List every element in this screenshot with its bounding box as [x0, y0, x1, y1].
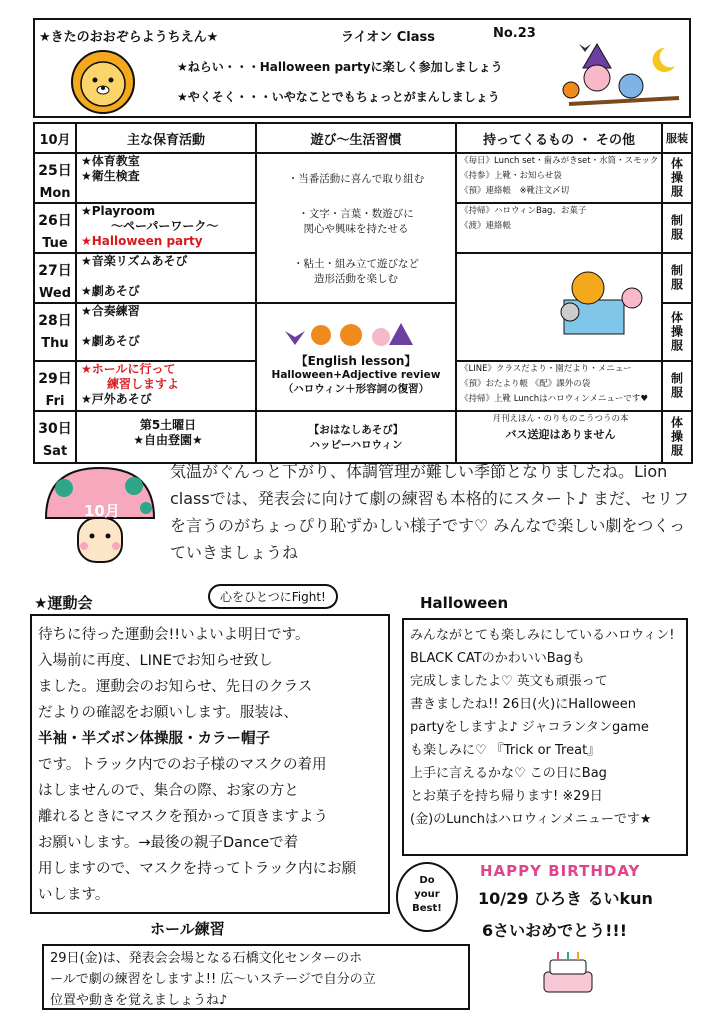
day-cell: 28日 Thu [34, 303, 76, 361]
sports-line: です。トラック内でのお子様のマスクの着用 [38, 757, 327, 773]
activity-cell: 第5土曜日 ★自由登園★ [76, 411, 256, 463]
bring-cell: 《LINE》クラスだより・園だより・メニュー 《預》おたより帳 《配》課外の袋 《持帰》上靴 Lunchはハロウィンメニューです♥ [456, 361, 662, 411]
halloween-line: も楽しみに♡ 『Trick or Treat』 [410, 743, 601, 758]
day-cell: 27日 Wed [34, 253, 76, 303]
header-box [33, 18, 691, 118]
table-row [34, 153, 692, 203]
sports-line: お願いします。→最後の親子Danceで着 [38, 835, 299, 851]
bring-cell-illustration [456, 253, 662, 361]
day-cell: 26日 Tue [34, 203, 76, 253]
habits-cell-story: 【おはなしあそび】 ハッピーハロウィン [256, 411, 456, 463]
lion-illustration [61, 48, 145, 114]
halloween-line: 書きましたね!! 26日(火)にHalloween [410, 697, 637, 712]
witch-illustration [549, 38, 689, 116]
month-badge-label: 10月 [84, 502, 120, 520]
halloween-line: 完成しましたよ♡ 英文も頑張って [410, 674, 608, 689]
month-header: 10月 [34, 123, 76, 153]
class-name: ライオン Class [341, 30, 435, 45]
bring-cell: 月刊えほん・のりものこうつうの本 バス送迎はありません [456, 411, 662, 463]
day-cell: 29日 Fri [34, 361, 76, 411]
activity-cell: ★音楽リズムあそび ★劇あそび [76, 253, 256, 303]
birthday-name: 10/29 ひろき るいkun [478, 889, 653, 908]
sports-line: だよりの確認をお願いします。服装は、 [38, 705, 298, 721]
intro-text: 気温がぐんっと下がり、体調管理が難しい季節となりましたね。Lion classでは、発表会に向けて劇の練習も本格的にスタート♪ まだ、セリフを言うのがちょっぴり恥ずかしい様子です♡ みんなで楽しい劇をつくっていきましょうね [170, 462, 690, 562]
halloween-line: (金)のLunchはハロウィンメニューです★ [410, 812, 652, 827]
hall-title: ホール練習 [150, 920, 225, 938]
schedule-header-row [34, 123, 692, 153]
sports-line: 待ちに待った運動会!!いよいよ明日です。 [38, 627, 310, 643]
hall-box [42, 944, 470, 1010]
sports-line: はしませんので、集合の際、お家の方と [38, 783, 299, 799]
aim-text: ★ねらい・・・Halloween partyに楽しく参加しましょう [177, 60, 503, 74]
activity-cell: ★合奏練習 ★劇あそび [76, 303, 256, 361]
sports-title: ★運動会 [34, 594, 93, 612]
habits-cell-top: ・当番活動に喜んで取り組む ・文字・言葉・数遊びに 関心や興味を持たせる ・粘土・組み立て遊びなど 造形活動を楽しむ [256, 153, 456, 303]
sports-line: ました。運動会のお知らせ、先日のクラス [38, 679, 313, 695]
schedule-table [33, 122, 693, 464]
habits-header: 遊び～生活習慣 [256, 123, 456, 153]
halloween-box [402, 618, 688, 856]
sports-line: いします。 [38, 887, 110, 903]
wear-cell: 体操服 [662, 411, 692, 463]
bring-header: 持ってくるもの ・ その他 [456, 123, 662, 153]
sports-line: 用しますので、マスクを持ってトラック内にお願 [38, 861, 357, 877]
wear-cell: 制服 [662, 361, 692, 411]
halloween-line: partyをしますよ♪ ジャコランタンgame [410, 720, 649, 735]
do-your-best-bubble: Do your Best! [396, 862, 458, 932]
school-name: ★きたのおおぞらようちえん★ [39, 30, 219, 45]
bring-cell: 《持帰》ハロウィンBag、お菓子 《渡》連絡帳 [456, 203, 662, 253]
wear-cell: 体操服 [662, 303, 692, 361]
activity-cell: ★体育教室 ★衛生検査 [76, 153, 256, 203]
wear-cell: 制服 [662, 203, 692, 253]
sports-line: 入場前に再度、LINEでお知らせ致し [38, 653, 273, 669]
halloween-characters-illustration [281, 319, 431, 349]
issue-number: No.23 [493, 26, 536, 41]
birthday-box [468, 858, 688, 1008]
activity-cell: ★ホールに行って 練習しますよ ★戸外あそび [76, 361, 256, 411]
day-cell: 25日 Mon [34, 153, 76, 203]
day-cell: 30日 Sat [34, 411, 76, 463]
hall-line: 位置や動きを覚えましょうね♪ [50, 993, 228, 1008]
birthday-message: 6さいおめでとう!!! [482, 921, 628, 940]
halloween-line: みんながとても楽しみにしているハロウィン! [410, 628, 675, 643]
cake-icon [538, 950, 598, 996]
halloween-line: とお菓子を持ち帰ります! ※29日 [410, 789, 603, 804]
wear-cell: 制服 [662, 253, 692, 303]
bring-cell: 《毎日》Lunch set・歯みがきset・水筒・スモック 《持参》上靴・お知らせ袋 《預》連絡帳 ※靴注文〆切 [456, 153, 662, 203]
halloween-title: Halloween [420, 594, 509, 612]
activities-header: 主な保育活動 [76, 123, 256, 153]
table-row [34, 411, 692, 463]
birthday-title: HAPPY BIRTHDAY [480, 862, 641, 880]
promise-text: ★やくそく・・・いやなことでもちょっとがまんしましょう [177, 90, 500, 104]
hall-line: ールで劇の練習をしますよ!! 広～いステージで自分の立 [50, 972, 376, 987]
sports-line: 半袖・半ズボン体操服・カラー帽子 [38, 731, 270, 747]
activity-cell: ★Playroom ～ペーパーワーク～ ★Halloween party [76, 203, 256, 253]
reading-animals-illustration [460, 254, 660, 354]
habits-cell-english: 【English lesson】 Halloween+Adjective review （ハロウィン＋形容詞の復習） [256, 303, 456, 411]
wear-cell: 体操服 [662, 153, 692, 203]
sports-box [30, 614, 390, 914]
wear-header: 服装 [662, 123, 692, 153]
sports-line: 離れるときにマスクを預かって頂きますよう [38, 809, 328, 825]
halloween-line: 上手に言えるかな♡ この日にBag [410, 766, 607, 781]
hall-line: 29日(金)は、発表会会場となる石橋文化センターのホ [50, 951, 363, 966]
sports-bubble: 心をひとつにFight! [208, 584, 338, 609]
halloween-line: BLACK CATのかわいいBagも [410, 651, 585, 666]
